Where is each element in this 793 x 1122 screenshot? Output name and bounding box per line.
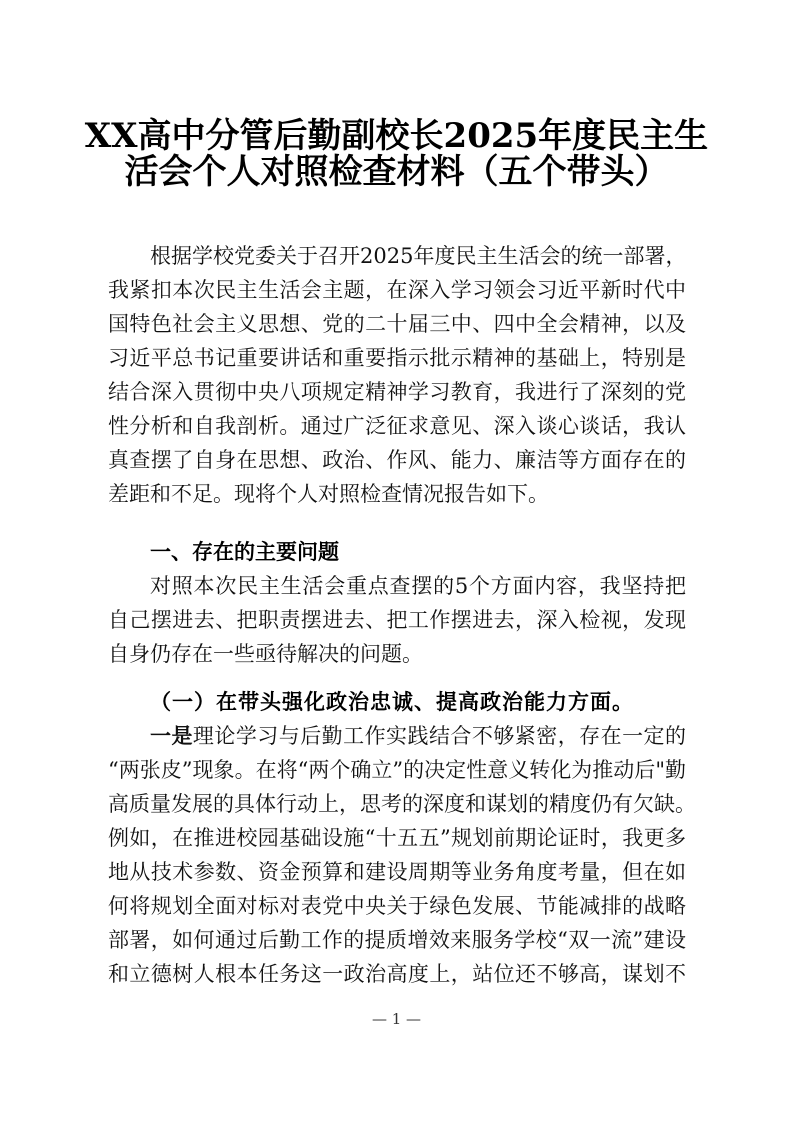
section-line: 自身仍存在一些亟待解决的问题。 — [108, 642, 423, 666]
document-title-line-2: 活会个人对照检查材料（五个带头） — [124, 152, 669, 192]
intro-line: 真查摆了自身在思想、政治、作风、能力、廉洁等方面存在的 — [108, 448, 686, 472]
section-heading: 一、存在的主要问题 — [150, 540, 339, 564]
point-line: 和立德树人根本任务这一政治高度上，站位还不够高，谋划不 — [108, 962, 686, 986]
point-line: 何将规划全面对标对表党中央关于绿色发展、节能减排的战略 — [108, 894, 686, 918]
section-line: 自己摆进去、把职责摆进去、把工作摆进去，深入检视，发现 — [108, 608, 686, 632]
intro-line: 差距和不足。现将个人对照检查情况报告如下。 — [108, 482, 549, 506]
point-line: 例如，在推进校园基础设施“十五五”规划前期论证时，我更多 — [108, 826, 686, 850]
intro-line: 结合深入贯彻中央八项规定精神学习教育，我进行了深刻的党 — [108, 380, 686, 404]
point-line: 高质量发展的具体行动上，思考的深度和谋划的精度仍有欠缺。 — [108, 792, 696, 816]
document-title-line-1: XX高中分管后勤副校长2025年度民主生 — [84, 116, 709, 156]
intro-line: 性分析和自我剖析。通过广泛征求意见、深入谈心谈话，我认 — [108, 414, 686, 438]
point-line: 部署，如何通过后勤工作的提质增效来服务学校“双一流”建设 — [108, 928, 686, 952]
point-line — [150, 724, 686, 748]
intro-line: 国特色社会主义思想、党的二十届三中、四中全会精神，以及 — [108, 312, 686, 336]
point-line: 地从技术参数、资金预算和建设周期等业务角度考量，但在如 — [108, 860, 686, 884]
point-lead: 一是 — [150, 723, 193, 748]
intro-line: 习近平总书记重要讲话和重要指示批示精神的基础上，特别是 — [108, 346, 686, 370]
subsection-heading: （一）在带头强化政治忠诚、提高政治能力方面。 — [150, 689, 634, 714]
intro-line: 根据学校党委关于召开2025年度民主生活会的统一部署， — [150, 244, 687, 268]
section-line: 对照本次民主生活会重点查摆的5个方面内容，我坚持把 — [150, 574, 686, 598]
point-text: 理论学习与后勤工作实践结合不够紧密，存在一定的 — [192, 724, 687, 748]
point-line: “两张皮”现象。在将“两个确立”的决定性意义转化为推动后"勤 — [108, 758, 686, 782]
page-number: — 1 — — [371, 1010, 422, 1028]
intro-line: 我紧扣本次民主生活会主题，在深入学习领会习近平新时代中 — [108, 278, 686, 302]
